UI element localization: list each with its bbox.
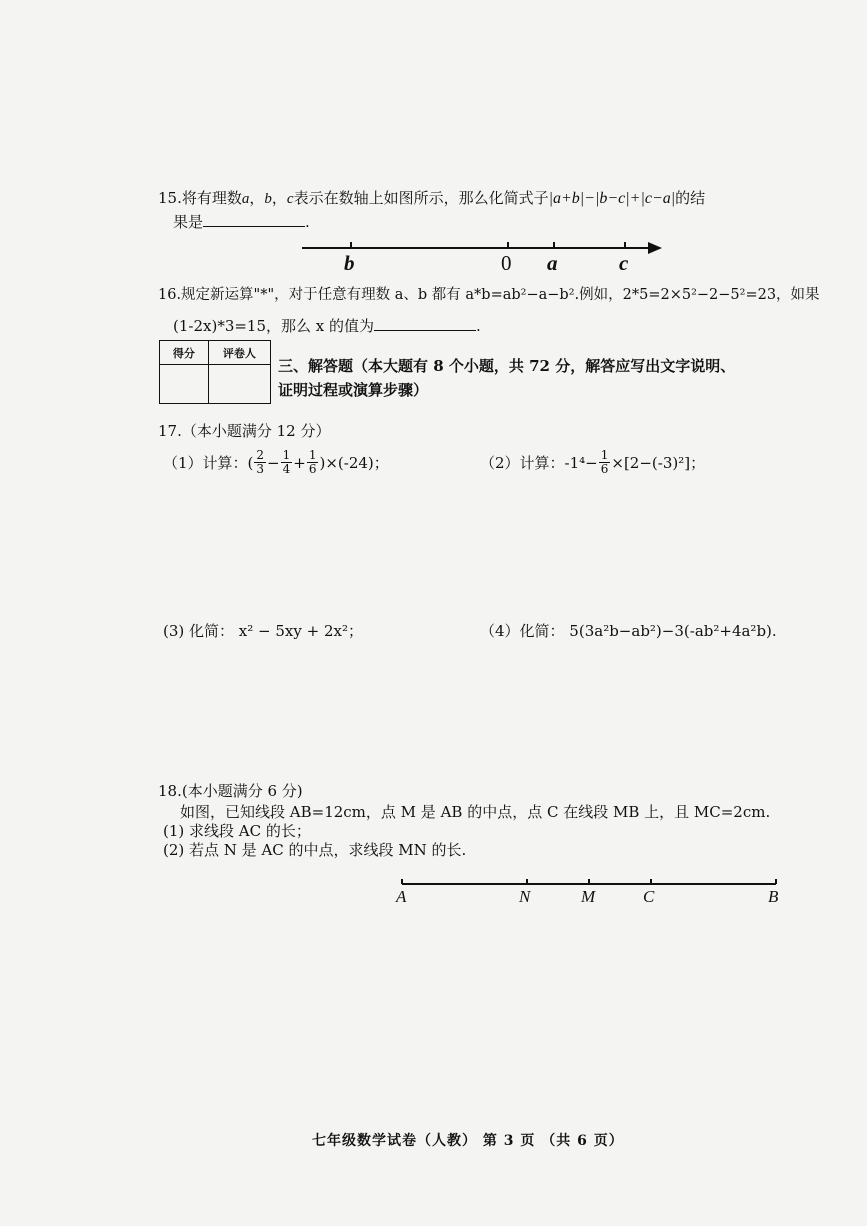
q15-text: 15.将有理数 <box>158 189 242 207</box>
minus-sign: − <box>267 453 280 472</box>
denominator: 3 <box>256 462 265 476</box>
q17-p2-suffix: ×[2−(-3)²]； <box>611 453 706 472</box>
q16-line2 <box>173 314 481 337</box>
q18-line3: (2) 若点 N 是 AC 的中点，求线段 MN 的长. <box>163 841 467 859</box>
answer-blank[interactable] <box>203 210 305 227</box>
score-cell[interactable] <box>160 365 209 404</box>
var-a: a <box>241 191 250 207</box>
fraction-1-6 <box>599 449 611 476</box>
grader-header: 评卷人 <box>208 341 270 365</box>
label-A: A <box>396 887 407 906</box>
q17-part2 <box>480 449 705 476</box>
label-B: B <box>768 887 779 906</box>
number-line <box>300 236 670 276</box>
section3-line1: 三、解答题（本大题有 8 个小题，共 72 分，解答应写出文字说明、 <box>278 357 736 375</box>
denominator: 6 <box>600 462 609 476</box>
numerator: 1 <box>600 448 609 462</box>
score-table <box>159 340 271 404</box>
var-c: c <box>286 191 294 207</box>
fraction-1-4 <box>281 449 293 476</box>
sep: ， <box>249 189 265 207</box>
score-header: 得分 <box>160 341 209 365</box>
label-b: b <box>344 251 355 275</box>
var-b: b <box>264 191 272 207</box>
plus-sign: + <box>293 453 306 472</box>
q17-p1-prefix: （1）计算：( <box>163 453 254 472</box>
period: . <box>476 317 481 335</box>
q17-part3: (3) 化简： x² − 5xy + 2x²； <box>163 622 363 640</box>
q15-line2 <box>173 210 310 233</box>
q17-part4: （4）化简： 5(3a²b−ab²)−3(-ab²+4a²b). <box>480 622 777 640</box>
label-N: N <box>519 887 531 906</box>
numerator: 2 <box>256 448 265 462</box>
q18-line2: (1) 求线段 AC 的长； <box>163 822 311 840</box>
q17-p1-suffix: )×(-24)； <box>319 453 389 472</box>
label-0: 0 <box>501 251 512 275</box>
page-footer: 七年级数学试卷（人教） 第 3 页 （共 6 页） <box>312 1133 624 1149</box>
grader-cell[interactable] <box>208 365 270 404</box>
score-box <box>159 340 271 404</box>
numerator: 1 <box>282 448 291 462</box>
q17-part1 <box>163 449 389 476</box>
fraction-2-3 <box>254 449 266 476</box>
q17-title: 17.（本小题满分 12 分） <box>158 422 331 440</box>
period: . <box>305 213 310 231</box>
label-C: C <box>643 887 655 906</box>
q16-text2: (1-2x)*3=15，那么 x 的值为 <box>173 317 375 335</box>
q15-line1 <box>158 187 705 210</box>
numerator: 1 <box>308 448 317 462</box>
q16-line1: 16.规定新运算"*"，对于任意有理数 a、b 都有 a*b=ab²−a−b².例如，2*5=2×5²−2−5²=23，如果 <box>158 287 820 303</box>
fraction-1-6 <box>307 449 319 476</box>
q18-title: 18.(本小题满分 6 分) <box>158 782 303 800</box>
q15-expression: |a+b|−|b−c|+|c−a| <box>548 190 676 207</box>
denominator: 6 <box>308 462 317 476</box>
sep: ， <box>271 189 287 207</box>
q15-text2: 果是 <box>173 213 204 231</box>
q15-text-mid: 表示在数轴上如图所示，那么化简式子 <box>293 189 549 207</box>
arrow-head-icon <box>648 242 662 254</box>
q17-p2-prefix: （2）计算：-1⁴− <box>480 453 598 472</box>
label-M: M <box>581 887 596 906</box>
answer-blank[interactable] <box>374 314 476 331</box>
label-a: a <box>547 251 558 275</box>
section3-line2: 证明过程或演算步骤） <box>278 381 429 399</box>
q18-line1: 如图，已知线段 AB=12cm，点 M 是 AB 的中点，点 C 在线段 MB 上，且 MC=2cm. <box>180 803 771 821</box>
q15-text-end: 的结 <box>675 189 706 207</box>
denominator: 4 <box>282 462 291 476</box>
label-c: c <box>619 251 629 275</box>
